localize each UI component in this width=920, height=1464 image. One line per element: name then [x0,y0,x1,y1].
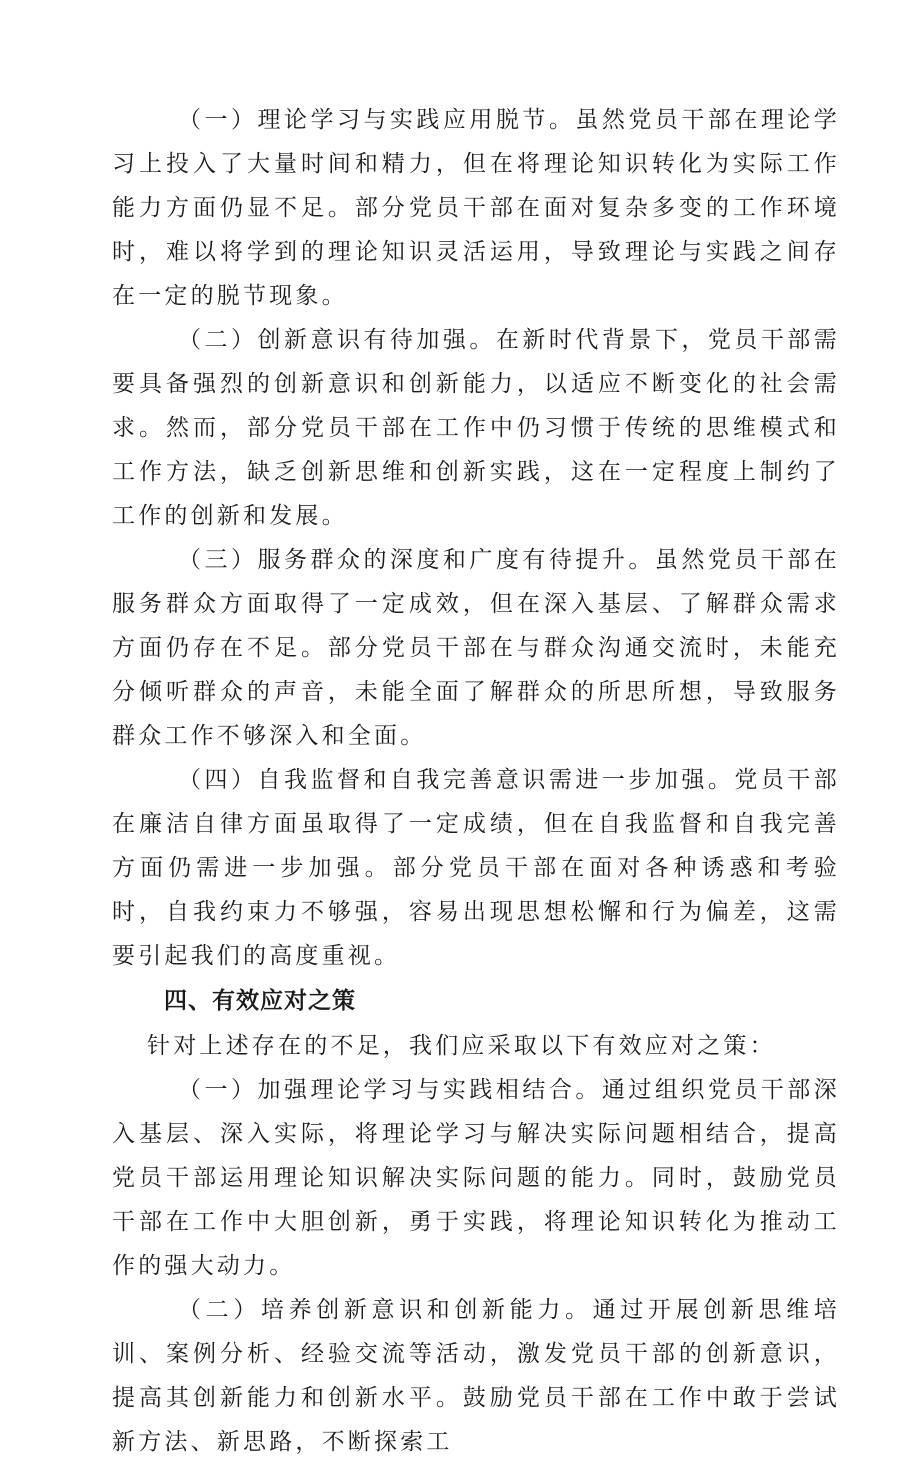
paragraph-innovation-awareness: （二）创新意识有待加强。在新时代背景下，党员干部需要具备强烈的创新意识和创新能力，以适应不断变化的社会需求。然而，部分党员干部在工作中仍习惯于传统的思维模式和工作方法，缺乏创新思维和创新实践，这在一定程度上制约了工作的创新和发展。 [112,327,840,529]
document-body [112,98,840,1464]
paragraph-theory-practice-gap: （一）理论学习与实践应用脱节。虽然党员干部在理论学习上投入了大量时间和精力，但在将理论知识转化为实际工作能力方面仍显不足。部分党员干部在面对复杂多变的工作环境时，难以将学到的理论知识灵活运用，导致理论与实践之间存在一定的脱节现象。 [112,107,840,309]
section-heading-countermeasures: 四、有效应对之策 [164,988,356,1014]
paragraph-combine-theory-practice: （一）加强理论学习与实践相结合。通过组织党员干部深入基层、深入实际，将理论学习与解决实际问题相结合，提高党员干部运用理论知识解决实际问题的能力。同时，鼓励党员干部在工作中大胆创新，勇于实践，将理论知识转化为推动工作的强大动力。 [112,1077,840,1279]
paragraph-serving-masses: （三）服务群众的深度和广度有待提升。虽然党员干部在服务群众方面取得了一定成效，但在深入基层、了解群众需求方面仍存在不足。部分党员干部在与群众沟通交流时，未能充分倾听群众的声音，未能全面了解群众的所思所想，导致服务群众工作不够深入和全面。 [112,547,840,749]
paragraph-self-supervision: （四）自我监督和自我完善意识需进一步加强。党员干部在廉洁自律方面虽取得了一定成绩，但在自我监督和自我完善方面仍需进一步加强。部分党员干部在面对各种诱惑和考验时，自我约束力不够强，容易出现思想松懈和行为偏差，这需要引起我们的高度重视。 [112,767,840,969]
section-lead-text: 针对上述存在的不足，我们应采取以下有效应对之策： [147,1033,776,1059]
paragraph-cultivate-innovation: （二）培养创新意识和创新能力。通过开展创新思维培训、案例分析、经验交流等活动，激发党员干部的创新意识，提高其创新能力和创新水平。鼓励党员干部在工作中敢于尝试新方法、新思路，不断探索工 [112,1297,840,1455]
